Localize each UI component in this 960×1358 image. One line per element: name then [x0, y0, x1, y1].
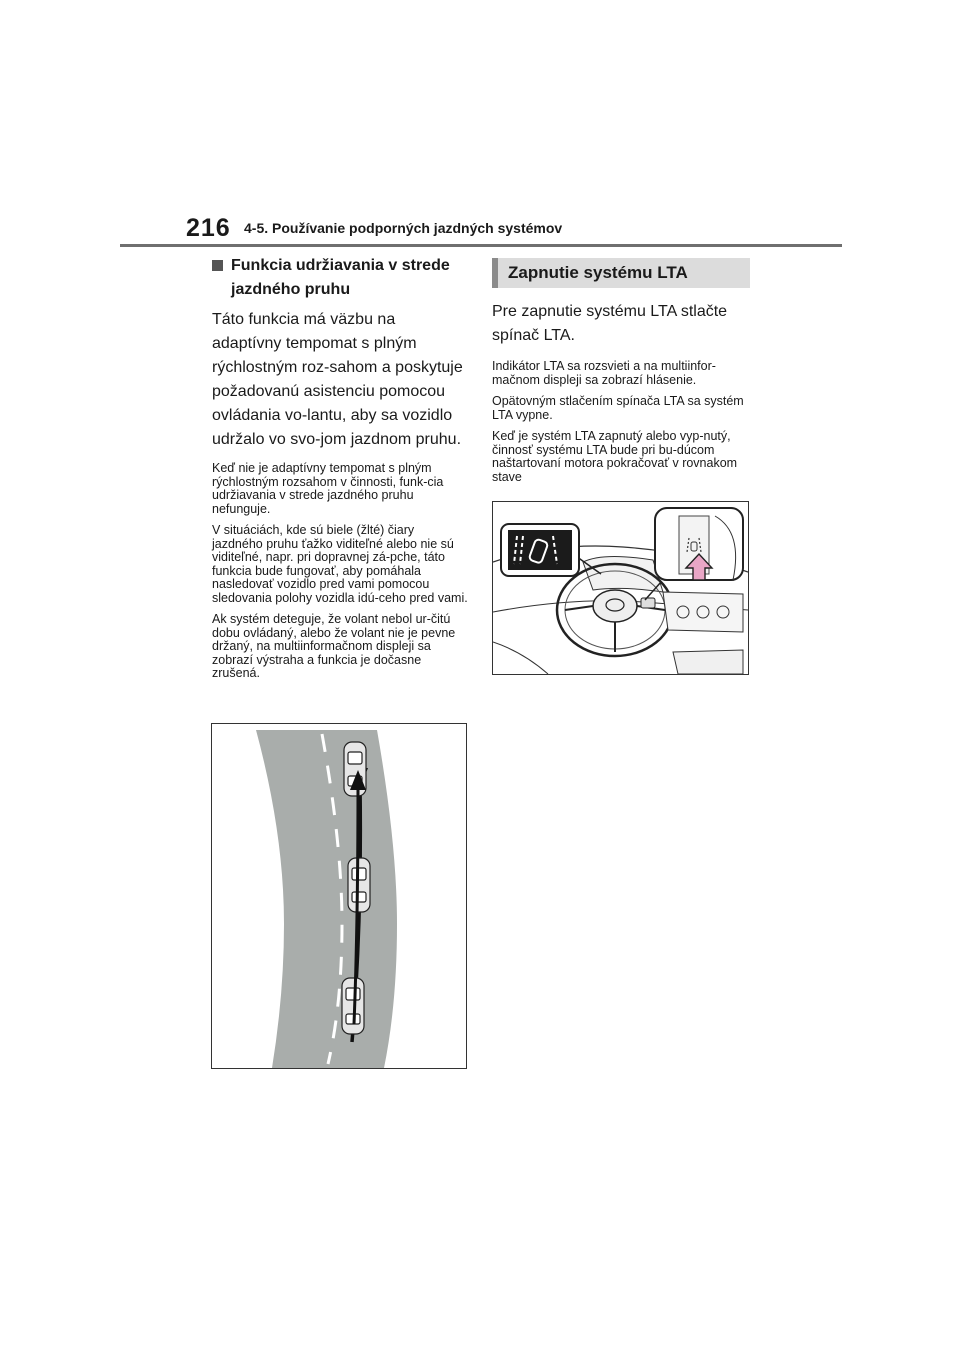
chapter-title: 4-5. Používanie podporných jazdných systémov: [244, 220, 563, 236]
lane-centering-road-icon: [212, 724, 466, 1068]
page-number: 216: [186, 214, 231, 242]
right-column: [492, 258, 750, 492]
square-bullet-icon: [212, 260, 223, 271]
dashboard-illustration: [492, 501, 749, 675]
note-paragraph: Ak systém deteguje, že volant nebol ur-čitú dobu ovládaný, alebo že volant nie je pevne držaný, na multiinformačnom displeji sa zobrazí výstraha a funkcia je dočasne zrušená.: [212, 612, 456, 680]
note-paragraph: V situáciách, kde sú biele (žlté) čiary jazdného pruhu ťažko viditeľné alebo nie sú viditeľné, napr. pri dopravnej zá-pche, táto funkcia bude fungovať, aby pomáhala nasledovať vozidlo pred vami pomocou sledovania polohy vozidla idú-ceho pred vami.: [212, 523, 468, 605]
lta-switch-dashboard-icon: [493, 502, 748, 674]
left-column: [212, 254, 468, 689]
note-paragraph: Keď je systém LTA zapnutý alebo vyp-nutý, činnosť systému LTA bude pri bu-dúcom naštartovaní motora pokračovať v rovnakom stave: [492, 429, 738, 484]
note-paragraph: Opätovným stlačením spínača LTA sa systém LTA vypne.: [492, 394, 744, 422]
lead-paragraph: Táto funkcia má väzbu na adaptívny tempomat s plným rýchlostným roz-sahom a poskytuje požadovanú asistenciu pomocou ovládania vo-lantu, aby sa vozidlo udržalo vo svo-jom jazdnom pruhu.: [212, 311, 463, 448]
section-heading-text: Zapnutie systému LTA: [508, 263, 688, 282]
lead-paragraph: Pre zapnutie systému LTA stlačte spínač LTA.: [492, 303, 728, 344]
note-paragraph: Keď nie je adaptívny tempomat s plným rýchlostným rozsahom v činnosti, funk-cia udržiavania v strede jazdného pruhu nefunguje.: [212, 461, 444, 516]
header-divider: [120, 244, 842, 247]
subheading: [212, 254, 468, 302]
note-paragraph: Indikátor LTA sa rozsvieti a na multiinfor-mačnom displeji sa zobrazí hlásenie.: [492, 359, 716, 387]
subheading-text: Funkcia udržiavania v strede jazdného pruhu: [231, 257, 450, 298]
car-icon: [342, 978, 364, 1034]
road-illustration: [211, 723, 467, 1069]
section-heading: [492, 258, 750, 288]
